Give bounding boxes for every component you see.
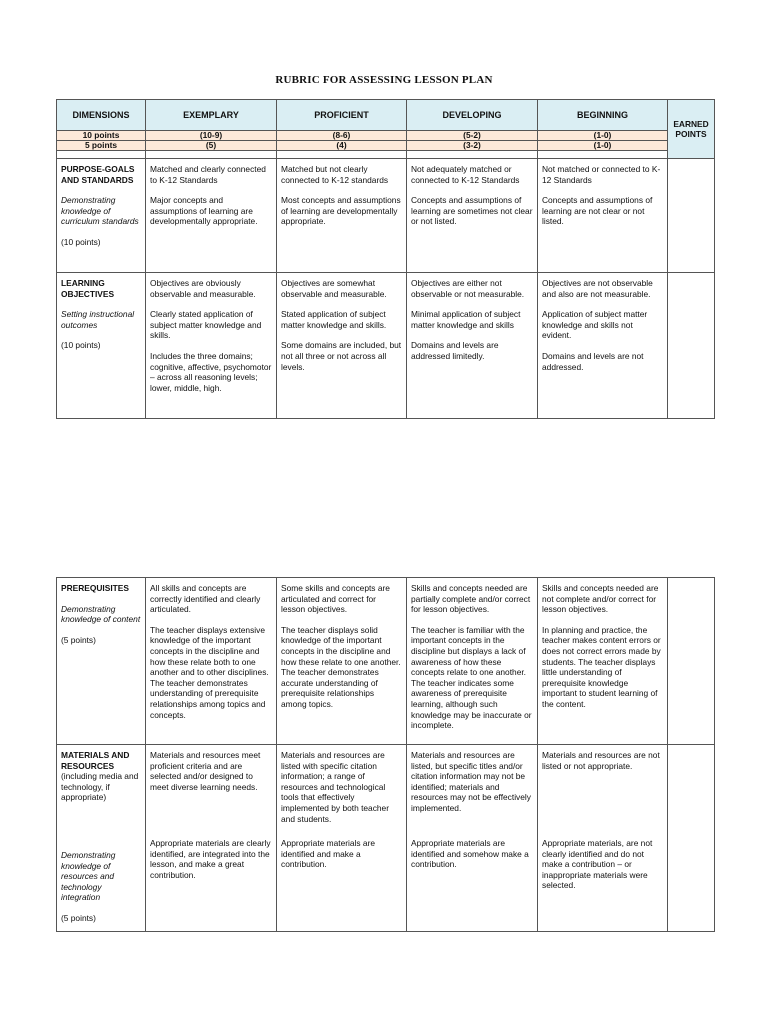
points-exemplary-5: (5) bbox=[146, 141, 277, 151]
header-earned-points: EARNED POINTS bbox=[668, 100, 715, 159]
earned-points-cell[interactable] bbox=[668, 578, 715, 745]
beginning-cell bbox=[538, 745, 668, 932]
dimension-title: PREREQUISITES bbox=[61, 583, 129, 593]
spacer-cell bbox=[146, 151, 277, 159]
dimension-cell bbox=[57, 578, 146, 745]
criterion-text: Minimal application of subject matter knowledge and skills bbox=[411, 309, 521, 330]
earned-points-cell[interactable] bbox=[668, 745, 715, 932]
dimension-note: Demonstrating knowledge of curriculum standards bbox=[61, 195, 139, 227]
criterion-text: Concepts and assumptions of learning are sometimes not clear or not listed. bbox=[411, 195, 533, 227]
dimension-title: MATERIALS AND RESOURCES bbox=[61, 750, 130, 771]
earned-points-cell[interactable] bbox=[668, 159, 715, 273]
criterion-text: Materials and resources meet proficient criteria and are selected and/or designed to meet diverse learning needs. bbox=[150, 750, 261, 792]
criterion-text: Appropriate materials are identified and somehow make a contribution. bbox=[411, 838, 529, 870]
header-proficient: PROFICIENT bbox=[277, 100, 407, 131]
points-beginning-10: (1-0) bbox=[538, 131, 668, 141]
header-dimensions: DIMENSIONS bbox=[57, 100, 146, 131]
proficient-cell bbox=[277, 578, 407, 745]
criterion-text: Stated application of subject matter knowledge and skills. bbox=[281, 309, 387, 330]
header-beginning: BEGINNING bbox=[538, 100, 668, 131]
dimension-note: Setting instructional outcomes bbox=[61, 309, 135, 330]
criterion-text: Not adequately matched or connected to K-12 Standards bbox=[411, 164, 520, 185]
criterion-text: All skills and concepts are correctly identified and clearly articulated. bbox=[150, 583, 261, 615]
dimension-points: (10 points) bbox=[61, 236, 101, 247]
rubric-table-2 bbox=[56, 577, 715, 932]
criterion-text: Materials and resources are listed, but specific titles and/or citation information may not be identified; materials and resources may not be effectively implemented. bbox=[411, 750, 531, 813]
points-developing-10: (5-2) bbox=[407, 131, 538, 141]
dimension-cell bbox=[57, 159, 146, 273]
spacer-cell bbox=[407, 151, 538, 159]
criterion-text: Materials and resources are not listed or not appropriate. bbox=[542, 750, 660, 771]
header-exemplary: EXEMPLARY bbox=[146, 100, 277, 131]
developing-cell bbox=[407, 273, 538, 419]
points-proficient-10: (8-6) bbox=[277, 131, 407, 141]
rubric-table-1 bbox=[56, 99, 715, 419]
criterion-text: Most concepts and assumptions of learning are developmentally appropriate. bbox=[281, 195, 401, 227]
dimension-points: (5 points) bbox=[61, 634, 96, 645]
criterion-text: Appropriate materials, are not clearly identified and do not make a contribution – or inappropriate materials were selected. bbox=[542, 838, 653, 891]
dimension-cell bbox=[57, 745, 146, 932]
criterion-text: Some skills and concepts are articulated and correct for lesson objectives. bbox=[281, 583, 390, 615]
criterion-text: Major concepts and assumptions of learning are developmentally appropriate. bbox=[150, 195, 258, 227]
criterion-text: The teacher displays solid knowledge of the important concepts in the discipline and how these relate to one another. The teacher demonstrates accurate understanding of prerequisite relationships among topics. bbox=[281, 624, 401, 709]
dimension-cell bbox=[57, 273, 146, 419]
beginning-cell bbox=[538, 159, 668, 273]
criterion-text: Objectives are either not observable or not measurable. bbox=[411, 278, 525, 299]
points-exemplary-10: (10-9) bbox=[146, 131, 277, 141]
criterion-text: Matched and clearly connected to K-12 Standards bbox=[150, 164, 266, 185]
criterion-text: Objectives are not observable and also are not measurable. bbox=[542, 278, 653, 299]
criterion-text: Clearly stated application of subject matter knowledge and skills. bbox=[150, 309, 262, 341]
criterion-text: Not matched or connected to K-12 Standards bbox=[542, 164, 661, 185]
proficient-cell bbox=[277, 745, 407, 932]
criterion-text: Skills and concepts needed are not complete and/or correct for lesson objectives. bbox=[542, 583, 659, 615]
spacer-cell bbox=[277, 151, 407, 159]
dimension-title: PURPOSE-GOALS AND STANDARDS bbox=[61, 164, 135, 185]
criterion-text: Application of subject matter knowledge and skills not evident. bbox=[542, 309, 648, 341]
spacer-cell bbox=[57, 151, 146, 159]
developing-cell bbox=[407, 578, 538, 745]
criterion-text: Skills and concepts needed are partially complete and/or correct for lesson objectives. bbox=[411, 583, 531, 615]
exemplary-cell bbox=[146, 273, 277, 419]
criterion-text: Domains and levels are not addressed. bbox=[542, 350, 644, 372]
criterion-text: The teacher is familiar with the important concepts in the discipline but displays a lack of awareness of how these concepts relate to one another. The teacher indicates some awareness of prerequisite learning, although such knowledge may be inaccurate or incomplete. bbox=[411, 624, 532, 731]
criterion-text: Objectives are obviously observable and measurable. bbox=[150, 278, 256, 299]
criterion-text: In planning and practice, the teacher makes content errors or does not correct errors made by students. The teacher displays little understanding of prerequisite knowledge important to student learning of the content. bbox=[542, 624, 661, 709]
criterion-text: Appropriate materials are clearly identified, are integrated into the lesson, and make a great contribution. bbox=[150, 838, 271, 880]
dimension-subtitle: (including media and technology, if appropriate) bbox=[61, 771, 139, 803]
dimension-note: Demonstrating knowledge of resources and technology integration bbox=[61, 849, 116, 903]
criterion-text: Domains and levels are addressed limitedly. bbox=[411, 340, 499, 361]
criterion-text: Appropriate materials are identified and make a contribution. bbox=[281, 838, 376, 870]
beginning-cell bbox=[538, 578, 668, 745]
developing-cell bbox=[407, 745, 538, 932]
exemplary-cell bbox=[146, 745, 277, 932]
criterion-text: The teacher displays extensive knowledge of the important concepts in the discipline and how these relate both to one another and to other disciplines. The teacher demonstrates understanding of prerequisite relationships among topics and concepts. bbox=[150, 624, 269, 720]
criterion-text: Matched but not clearly connected to K-12 standards bbox=[281, 164, 389, 185]
proficient-cell bbox=[277, 159, 407, 273]
earned-points-cell[interactable] bbox=[668, 273, 715, 419]
proficient-cell bbox=[277, 273, 407, 419]
criterion-text: Objectives are somewhat observable and measurable. bbox=[281, 278, 387, 299]
dimension-note: Demonstrating knowledge of content bbox=[61, 603, 141, 625]
points-beginning-5: (1-0) bbox=[538, 141, 668, 151]
document-title: RUBRIC FOR ASSESSING LESSON PLAN bbox=[275, 74, 493, 86]
criterion-text: Includes the three domains; cognitive, affective, psychomotor – across all reasoning levels; lower, middle, high. bbox=[150, 350, 272, 393]
spacer-cell bbox=[538, 151, 668, 159]
points-label-10: 10 points bbox=[57, 131, 146, 141]
header-developing: DEVELOPING bbox=[407, 100, 538, 131]
criterion-text: Concepts and assumptions of learning are not clear or not listed. bbox=[542, 195, 653, 227]
dimension-points: (10 points) bbox=[61, 340, 101, 351]
developing-cell bbox=[407, 159, 538, 273]
exemplary-cell bbox=[146, 159, 277, 273]
dimension-title: LEARNING OBJECTIVES bbox=[61, 278, 115, 299]
points-proficient-5: (4) bbox=[277, 141, 407, 151]
dimension-points: (5 points) bbox=[61, 912, 96, 923]
exemplary-cell bbox=[146, 578, 277, 745]
points-label-5: 5 points bbox=[57, 141, 146, 151]
criterion-text: Materials and resources are listed with specific citation information; a range of resources and technological tools that effectively implemented by both teacher and students. bbox=[281, 750, 390, 824]
points-developing-5: (3-2) bbox=[407, 141, 538, 151]
beginning-cell bbox=[538, 273, 668, 419]
criterion-text: Some domains are included, but not all three or not across all levels. bbox=[281, 340, 402, 372]
